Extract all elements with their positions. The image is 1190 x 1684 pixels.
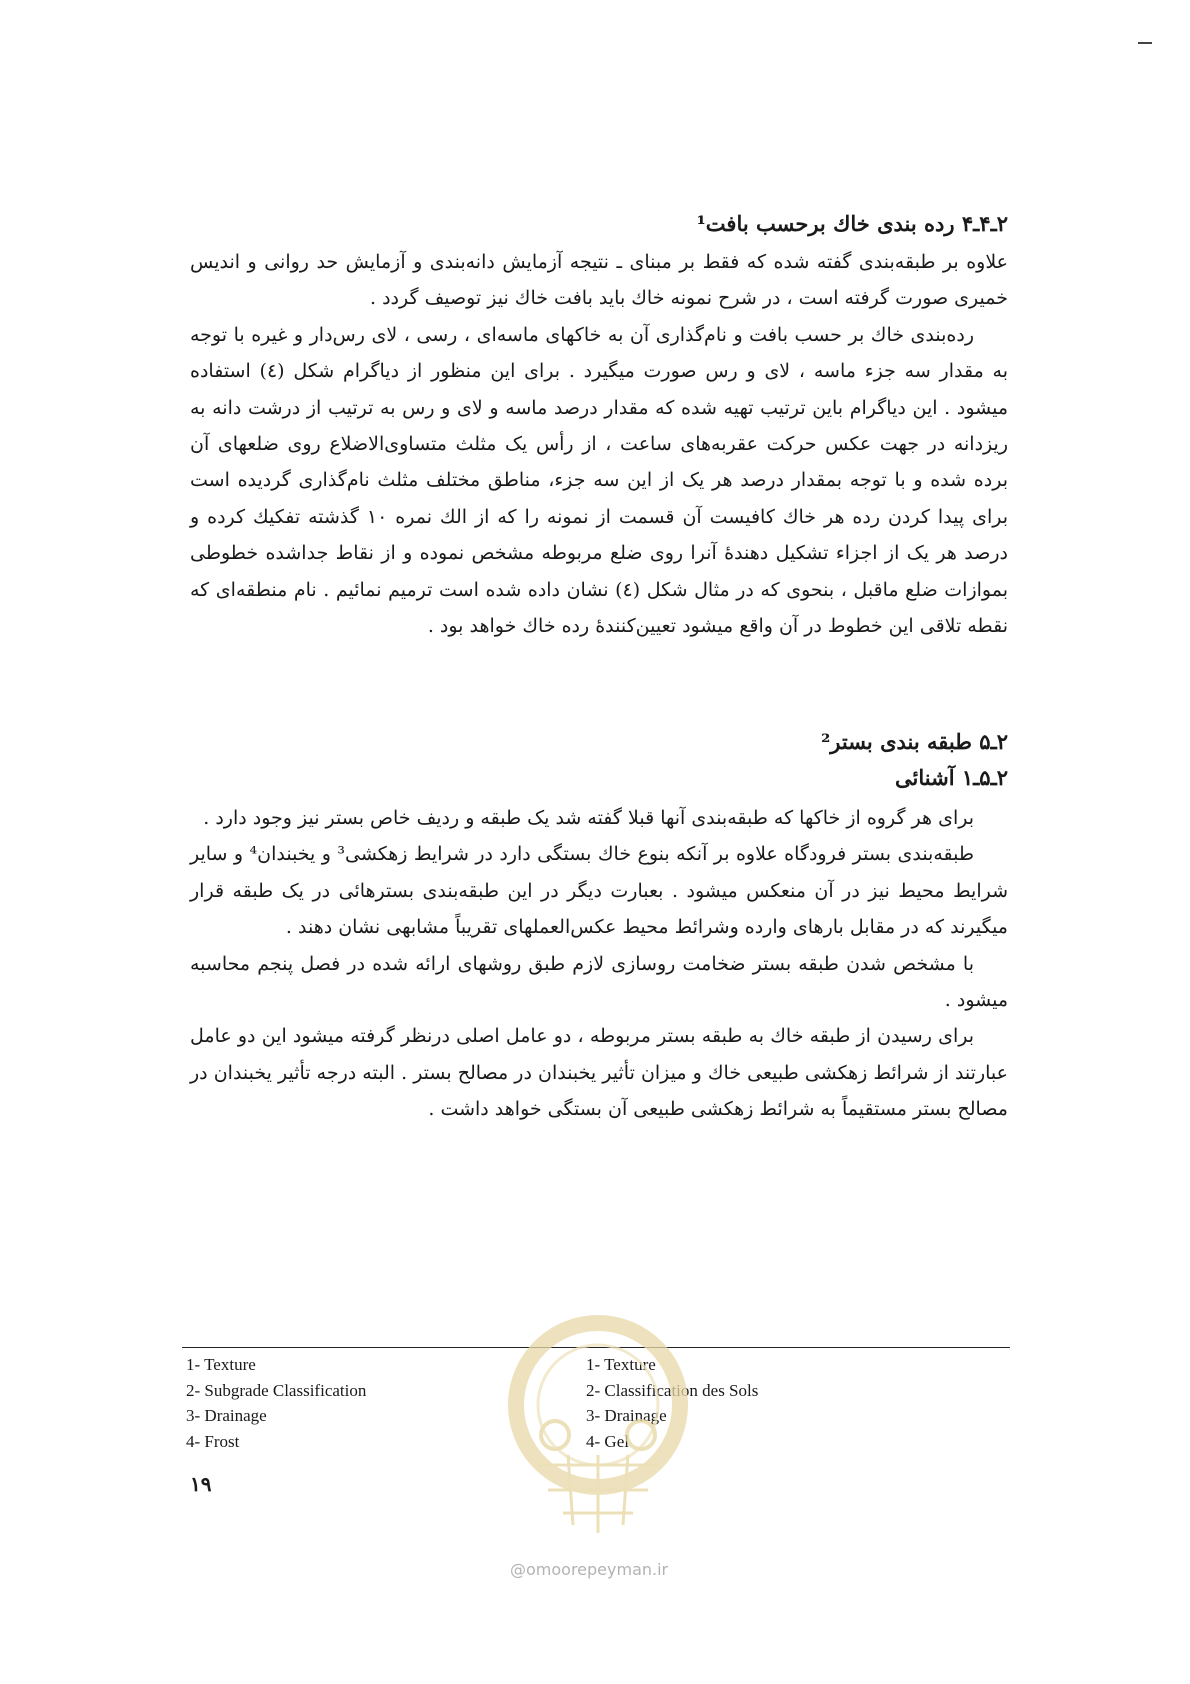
footnote: 2- Subgrade Classification [186, 1380, 367, 1400]
paragraph: با مشخص شدن طبقه بستر ضخامت روسازی لازم طبق روشهای ارائه شده در فصل پنجم محاسبه میشود . [190, 952, 1008, 1012]
paragraph: برای رسیدن از طبقه خاك به طبقه بستر مربوطه ، دو عامل اصلی درنظر گرفته میشود این دو عامل عبارتند از شرائط زهکشی طبیعی خاك و میزان تأثیر یخبندان در مصالح بستر . البته درجه تأثیر یخبندان در مصالح بستر مستقیماً به شرائط زهکشی طبیعی آن بستگی خواهد داشت . [190, 1025, 1008, 1121]
section-heading-5: ۲ـ۵ طبقه بندی بستر² [821, 729, 1008, 754]
paragraph: علاوه بر طبقه‌بندی گفته شده که فقط بر مبنای ـ نتیجه آزمایش دانه‌بندی و آزمایش حد روانی و اندیس خمیری صورت گرفته است ، در شرح نمونه خاك باید بافت خاك نیز توصیف گردد . [190, 251, 1008, 310]
footnote: 3- Drainage [586, 1406, 667, 1425]
paragraph: طبقه‌بندی بستر فرودگاه علاوه بر آنکه بنوع خاك بستگی دارد در شرایط زهکشی³ و یخبندان⁴ و سایر شرایط محیط نیز در آن منعکس میشود . بعبارت دیگر در این طبقه‌بندی بسترهائی در یک طبقه قرار میگیرند که در مقابل بارهای وارده وشرائط محیط عکس‌العملهای تقریباً مشابهی نشان دهند . [190, 843, 1008, 939]
paragraph: برای هر گروه از خاکها که طبقه‌بندی آنها قبلا گفته شد یک طبقه و ردیف خاص بستر نیز وجود دارد . [203, 807, 974, 829]
page-edge-mark [1138, 42, 1152, 44]
footnote: 1- Texture [186, 1355, 256, 1374]
footnote: 3- Drainage [186, 1406, 267, 1425]
subsection-heading-5-1: ۲ـ۵ـ۱ آشنائی [895, 765, 1008, 790]
footnote: 4- Frost [186, 1431, 240, 1451]
watermark-seal [493, 1315, 703, 1545]
watermark-text: @omoorepeyman.ir [510, 1560, 669, 1579]
footnote: 1- Texture [586, 1355, 656, 1374]
paragraph: رده‌بندی خاك بر حسب بافت و نام‌گذاری آن به خاکهای ماسه‌ای ، رسی ، لای رس‌دار و غیره با توجه به مقدار سه جزء ماسه ، لای و رس صورت میگیرد . برای این منظور از دیاگرام شکل (٤) استفاده میشود . این دیاگرام باین ترتیب تهیه شده که مقدار درصد ماسه و لای و رس به ترتیب از درشت دانه به ریزدانه در جهت عکس حرکت عقربه‌های ساعت ، از رأس یک مثلث متساوی‌الاضلاع روی ضلعهای آن برده شده و با توجه بمقدار درصد هر یک از این سه جزء، مناطق مختلف مثلث نام‌گذاری گردیده است برای پیدا کردن رده هر خاك کافیست آن قسمت از نمونه را که از الك نمره ۱۰ گذشته تفکیك کرده و درصد هر یک از اجزاء تشکیل دهندهٔ آنرا روی ضلع مربوطه مشخص نموده و از نقاط جداشده خطوطی بموازات ضلع ماقبل ، بنحوی که در مثال شکل (٤) نشان داده شده است ترمیم نمائیم . نام منطقه‌ای که نقطه تلاقی این خطوط در آن واقع میشود تعیین‌کنندهٔ رده خاك خواهد بود . [190, 323, 1009, 638]
page-number: ۱۹ [190, 1472, 212, 1496]
section-heading-4-4: ۲ـ۴ـ۴ رده بندی خاك برحسب بافت¹ [696, 211, 1008, 236]
section-4-4-body [190, 244, 1008, 644]
footnotes-english [186, 1352, 366, 1454]
footnote: 2- Classification des Sols [586, 1380, 759, 1400]
section-5-body [190, 800, 1008, 1128]
footnote: 4- Gel [586, 1431, 629, 1451]
